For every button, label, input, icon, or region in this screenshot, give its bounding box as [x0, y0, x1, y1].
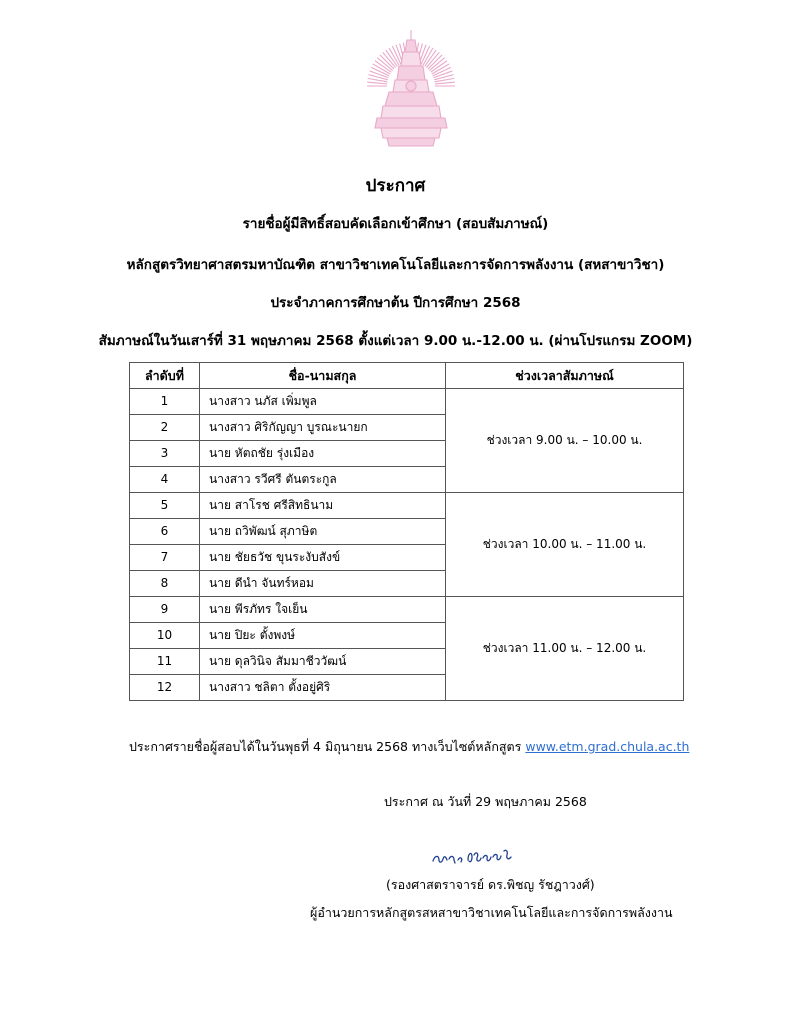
announcement-text: ประกาศรายชื่อผู้สอบได้ในวันพุธที่ 4 มิถุนายน 2568 ทางเว็บไซต์หลักสูตร	[129, 739, 526, 754]
program-website-link[interactable]: www.etm.grad.chula.ac.th	[525, 739, 690, 754]
interview-schedule-table	[129, 362, 684, 701]
header-time-slot: ช่วงเวลาสัมภาษณ์	[446, 363, 684, 389]
university-emblem-icon	[367, 22, 455, 150]
row-number: 1	[130, 389, 200, 415]
table-row	[130, 597, 684, 623]
row-name: นาย หัตถชัย รุ่งเมือง	[200, 441, 446, 467]
time-slot: ช่วงเวลา 10.00 น. – 11.00 น.	[446, 493, 684, 597]
row-number: 2	[130, 415, 200, 441]
time-slot: ช่วงเวลา 9.00 น. – 10.00 น.	[446, 389, 684, 493]
table-row	[130, 389, 684, 415]
row-name: นาย ปิยะ ตั้งพงษ์	[200, 623, 446, 649]
row-number: 9	[130, 597, 200, 623]
row-name: นางสาว ศิริกัญญา บูรณะนายก	[200, 415, 446, 441]
row-number: 6	[130, 519, 200, 545]
header-name: ชื่อ-นามสกุล	[200, 363, 446, 389]
row-name: นาย ชัยธวัช ขุนระงับสังข์	[200, 545, 446, 571]
row-number: 8	[130, 571, 200, 597]
row-name: นาย ถวิพัฒน์ สุภาษิต	[200, 519, 446, 545]
row-name: นางสาว นภัส เพิ่มพูล	[200, 389, 446, 415]
row-name: นางสาว รวีศรี ตันตระกูล	[200, 467, 446, 493]
signer-name: (รองศาสตราจารย์ ดร.พิชญ รัชฎาวงศ์)	[386, 877, 595, 892]
subtitle-interview-date: สัมภาษณ์ในวันเสาร์ที่ 31 พฤษภาคม 2568 ตั้งแต่เวลา 9.00 น.-12.00 น. (ผ่านโปรแกรม ZOOM)	[98, 333, 693, 349]
row-name: นาย สาโรช ศรีสิทธินาม	[200, 493, 446, 519]
subtitle-semester: ประจำภาคการศึกษาต้น ปีการศึกษา 2568	[270, 295, 521, 311]
header-order: ลำดับที่	[130, 363, 200, 389]
time-slot: ช่วงเวลา 11.00 น. – 12.00 น.	[446, 597, 684, 701]
handwritten-signature	[430, 841, 520, 869]
row-number: 10	[130, 623, 200, 649]
subtitle-program: หลักสูตรวิทยาศาสตรมหาบัณฑิต สาขาวิชาเทคโนโลยีและการจัดการพลังงาน (สหสาขาวิชา)	[126, 257, 665, 273]
signer-title: ผู้อำนวยการหลักสูตรสหสาขาวิชาเทคโนโลยีและการจัดการพลังงาน	[310, 905, 673, 920]
results-announcement	[129, 737, 689, 757]
table-row	[130, 493, 684, 519]
row-name: นาย พีรภัทร ใจเย็น	[200, 597, 446, 623]
page-title: ประกาศ	[365, 176, 426, 196]
announcement-date: ประกาศ ณ วันที่ 29 พฤษภาคม 2568	[384, 794, 587, 809]
emblem-ray	[367, 82, 387, 84]
row-name: นางสาว ชลิตา ตั้งอยู่ศิริ	[200, 675, 446, 701]
row-number: 12	[130, 675, 200, 701]
emblem-ray	[435, 82, 455, 84]
row-name: นาย ดุลวินิจ สัมมาชีววัฒน์	[200, 649, 446, 675]
row-number: 3	[130, 441, 200, 467]
row-number: 4	[130, 467, 200, 493]
row-name: นาย ดีนำ จันทร์หอม	[200, 571, 446, 597]
row-number: 11	[130, 649, 200, 675]
subtitle-candidates: รายชื่อผู้มีสิทธิ์สอบคัดเลือกเข้าศึกษา (สอบสัมภาษณ์)	[242, 216, 549, 232]
table-header-row	[130, 363, 684, 389]
row-number: 5	[130, 493, 200, 519]
row-number: 7	[130, 545, 200, 571]
